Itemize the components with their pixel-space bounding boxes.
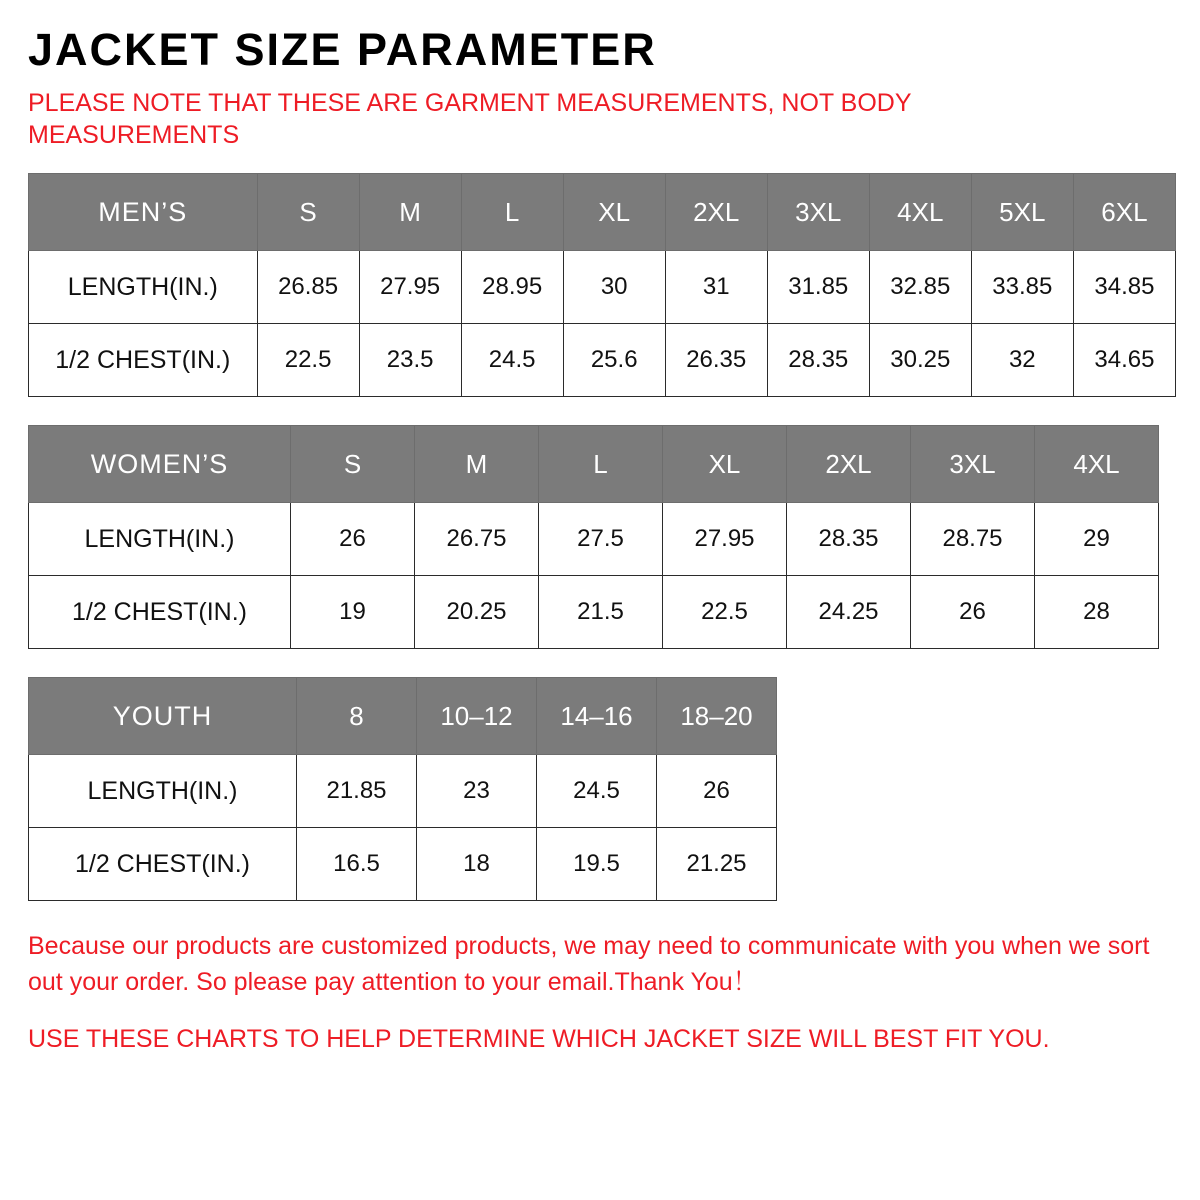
size-header: S [257, 174, 359, 251]
cell-value: 20.25 [415, 576, 539, 649]
mens-size-table [28, 173, 1176, 397]
cell-value: 24.25 [787, 576, 911, 649]
table-row [29, 324, 1176, 397]
size-header: 4XL [1035, 426, 1159, 503]
cell-value: 22.5 [257, 324, 359, 397]
cell-value: 21.85 [297, 755, 417, 828]
page-title: JACKET SIZE PARAMETER [28, 24, 657, 75]
row-label: LENGTH(IN.) [29, 251, 258, 324]
cell-value: 33.85 [971, 251, 1073, 324]
size-header: 2XL [787, 426, 911, 503]
cell-value: 26 [657, 755, 777, 828]
cell-value: 28.35 [767, 324, 869, 397]
cell-value: 21.25 [657, 828, 777, 901]
cell-value: 28 [1035, 576, 1159, 649]
size-header: 10–12 [417, 678, 537, 755]
cell-value: 28.35 [787, 503, 911, 576]
cell-value: 21.5 [539, 576, 663, 649]
cell-value: 29 [1035, 503, 1159, 576]
size-header: 6XL [1073, 174, 1175, 251]
table-row [29, 755, 777, 828]
womens-size-table [28, 425, 1159, 649]
size-header: XL [563, 174, 665, 251]
size-header: 8 [297, 678, 417, 755]
size-header: S [291, 426, 415, 503]
table-title-mens: MEN’S [29, 174, 258, 251]
cell-value: 26.35 [665, 324, 767, 397]
size-header: L [461, 174, 563, 251]
cell-value: 26.75 [415, 503, 539, 576]
size-header: 18–20 [657, 678, 777, 755]
cell-value: 31.85 [767, 251, 869, 324]
cell-value: 27.95 [663, 503, 787, 576]
cell-value: 28.75 [911, 503, 1035, 576]
cell-value: 19.5 [537, 828, 657, 901]
table-row [29, 576, 1159, 649]
youth-size-table [28, 677, 777, 901]
cell-value: 31 [665, 251, 767, 324]
cell-value: 24.5 [537, 755, 657, 828]
size-header: M [359, 174, 461, 251]
size-header: L [539, 426, 663, 503]
row-label: LENGTH(IN.) [29, 503, 291, 576]
cell-value: 25.6 [563, 324, 665, 397]
cell-value: 18 [417, 828, 537, 901]
table-header-row [29, 678, 777, 755]
cell-value: 27.5 [539, 503, 663, 576]
measurement-note: PLEASE NOTE THAT THESE ARE GARMENT MEASUREMENTS, NOT BODY MEASUREMENTS [28, 89, 912, 150]
cell-value: 22.5 [663, 576, 787, 649]
row-label: LENGTH(IN.) [29, 755, 297, 828]
size-header: 3XL [767, 174, 869, 251]
table-header-row [29, 174, 1176, 251]
size-header: 14–16 [537, 678, 657, 755]
cell-value: 32 [971, 324, 1073, 397]
table-title-youth: YOUTH [29, 678, 297, 755]
cell-value: 26 [291, 503, 415, 576]
cell-value: 26 [911, 576, 1035, 649]
size-header: M [415, 426, 539, 503]
table-header-row [29, 426, 1159, 503]
size-header: 2XL [665, 174, 767, 251]
cell-value: 27.95 [359, 251, 461, 324]
size-header: 4XL [869, 174, 971, 251]
table-title-womens: WOMEN’S [29, 426, 291, 503]
size-header: 3XL [911, 426, 1035, 503]
cell-value: 23 [417, 755, 537, 828]
table-row [29, 828, 777, 901]
cell-value: 28.95 [461, 251, 563, 324]
cell-value: 24.5 [461, 324, 563, 397]
size-header: 5XL [971, 174, 1073, 251]
row-label: 1/2 CHEST(IN.) [29, 576, 291, 649]
table-row [29, 503, 1159, 576]
cell-value: 23.5 [359, 324, 461, 397]
size-header: XL [663, 426, 787, 503]
row-label: 1/2 CHEST(IN.) [29, 324, 258, 397]
footer-notes [28, 929, 1158, 1058]
cell-value: 16.5 [297, 828, 417, 901]
cell-value: 30.25 [869, 324, 971, 397]
cell-value: 34.65 [1073, 324, 1175, 397]
cell-value: 26.85 [257, 251, 359, 324]
footer-note-customization: Because our products are customized products, we may need to communicate with you when we sort out your order. So please pay attention to your email.Thank You！ [28, 932, 1150, 996]
row-label: 1/2 CHEST(IN.) [29, 828, 297, 901]
cell-value: 32.85 [869, 251, 971, 324]
footer-note-charts: USE THESE CHARTS TO HELP DETERMINE WHICH JACKET SIZE WILL BEST FIT YOU. [28, 1025, 1050, 1054]
cell-value: 34.85 [1073, 251, 1175, 324]
cell-value: 30 [563, 251, 665, 324]
table-row [29, 251, 1176, 324]
cell-value: 19 [291, 576, 415, 649]
